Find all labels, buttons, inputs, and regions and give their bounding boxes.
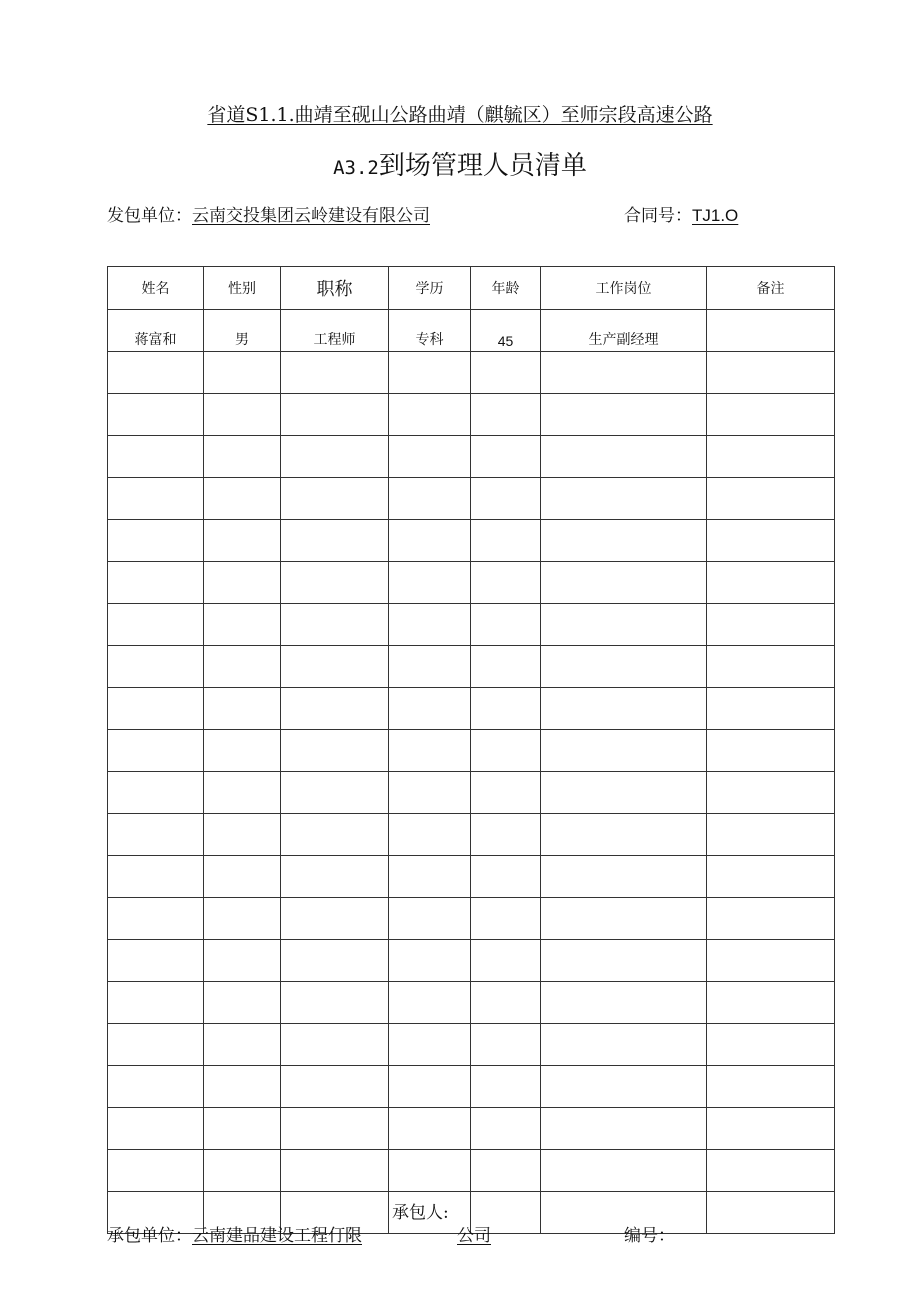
contractor-person-label: 承包人: xyxy=(392,1203,449,1223)
table-cell-empty xyxy=(281,730,389,772)
table-cell-empty xyxy=(108,394,204,436)
table-cell-empty xyxy=(541,478,707,520)
table-cell-empty xyxy=(204,730,281,772)
table-cell-empty xyxy=(281,772,389,814)
table-cell-empty xyxy=(707,520,835,562)
project-title xyxy=(0,100,920,127)
table-cell-empty xyxy=(281,1150,389,1192)
table-cell-empty xyxy=(707,688,835,730)
table-cell-empty xyxy=(541,898,707,940)
table-cell-empty xyxy=(108,1066,204,1108)
table-cell-empty xyxy=(204,940,281,982)
employer-line xyxy=(107,201,430,226)
cell-gender: 男 xyxy=(204,310,281,352)
contract-label: 合同号： xyxy=(624,206,692,226)
col-header-name: 姓名 xyxy=(108,267,204,310)
table-cell-empty xyxy=(707,562,835,604)
table-cell-empty xyxy=(108,520,204,562)
table-cell-empty xyxy=(707,898,835,940)
table-cell-empty xyxy=(108,688,204,730)
table-cell-empty xyxy=(541,562,707,604)
table-cell-empty xyxy=(389,478,471,520)
table-cell-empty xyxy=(204,562,281,604)
table-cell-empty xyxy=(108,352,204,394)
number-label: 编号： xyxy=(624,1226,675,1246)
table-cell-empty xyxy=(108,1024,204,1066)
table-cell-empty xyxy=(471,478,541,520)
table-cell-empty xyxy=(471,856,541,898)
table-cell-empty xyxy=(389,688,471,730)
contractor-unit-value: 云南建品建设工程仃限 xyxy=(192,1226,362,1246)
table-cell-empty xyxy=(204,814,281,856)
table-header-row xyxy=(108,267,835,310)
table-cell-empty xyxy=(108,1150,204,1192)
table-cell-empty xyxy=(541,1108,707,1150)
table-cell-empty xyxy=(281,478,389,520)
table-cell-empty xyxy=(389,352,471,394)
table-cell-empty xyxy=(204,394,281,436)
table-cell-empty xyxy=(204,688,281,730)
table-cell-empty xyxy=(471,394,541,436)
document-title xyxy=(0,145,920,182)
table-cell-empty xyxy=(108,646,204,688)
table-row xyxy=(108,310,835,352)
table-cell-empty xyxy=(281,562,389,604)
contract-value: TJ1.O xyxy=(692,206,739,225)
table-cell-empty xyxy=(204,520,281,562)
table-cell-empty xyxy=(281,352,389,394)
cell-age: 45 xyxy=(471,310,541,352)
table-cell-empty xyxy=(108,478,204,520)
employer-label: 发包单位： xyxy=(107,206,192,226)
cell-title: 工程师 xyxy=(281,310,389,352)
table-cell-empty xyxy=(541,730,707,772)
table-row-empty xyxy=(108,688,835,730)
table-cell-empty xyxy=(204,1108,281,1150)
table-cell-empty xyxy=(204,604,281,646)
table-cell-empty xyxy=(471,940,541,982)
table-cell-empty xyxy=(707,814,835,856)
table-cell-empty xyxy=(108,940,204,982)
table-cell-empty xyxy=(204,898,281,940)
table-cell-empty xyxy=(389,604,471,646)
table-cell-empty xyxy=(471,352,541,394)
table-cell-empty xyxy=(389,772,471,814)
table-cell-empty xyxy=(471,1150,541,1192)
table-cell-empty xyxy=(108,814,204,856)
table-cell-empty xyxy=(281,856,389,898)
table-cell-empty xyxy=(541,688,707,730)
cell-remarks xyxy=(707,310,835,352)
table-cell-empty xyxy=(471,1024,541,1066)
table-cell-empty xyxy=(541,1150,707,1192)
table-row-empty xyxy=(108,394,835,436)
table-cell-empty xyxy=(471,436,541,478)
table-cell-empty xyxy=(471,898,541,940)
table-row-empty xyxy=(108,436,835,478)
table-cell-empty xyxy=(204,856,281,898)
table-cell-empty xyxy=(471,646,541,688)
table-cell-empty xyxy=(541,856,707,898)
table-row-empty xyxy=(108,352,835,394)
table-cell-empty xyxy=(108,436,204,478)
table-cell-empty xyxy=(204,982,281,1024)
table-row-empty xyxy=(108,772,835,814)
table-cell-empty xyxy=(108,604,204,646)
table-cell-empty xyxy=(541,1024,707,1066)
cell-position: 生产副经理 xyxy=(541,310,707,352)
col-header-remarks: 备注 xyxy=(707,267,835,310)
table-cell-empty xyxy=(707,604,835,646)
table-cell-empty xyxy=(389,394,471,436)
table-cell-empty xyxy=(204,352,281,394)
table-cell-empty xyxy=(707,1108,835,1150)
employer-value: 云南交投集团云岭建设有限公司 xyxy=(192,206,430,226)
number-line xyxy=(624,1221,675,1246)
table-cell-empty xyxy=(707,646,835,688)
table-cell-empty xyxy=(707,1066,835,1108)
document-title-text: 到场管理人员清单 xyxy=(378,151,587,181)
col-header-gender: 性别 xyxy=(204,267,281,310)
table-row-empty xyxy=(108,982,835,1024)
table-cell-empty xyxy=(204,1024,281,1066)
table-cell-empty xyxy=(707,1024,835,1066)
staff-table xyxy=(107,266,835,1234)
table-cell-empty xyxy=(471,604,541,646)
table-cell-empty xyxy=(108,898,204,940)
table-cell-empty xyxy=(281,688,389,730)
table-cell-empty xyxy=(471,1066,541,1108)
table-row-empty xyxy=(108,562,835,604)
table-row-empty xyxy=(108,520,835,562)
table-row-empty xyxy=(108,646,835,688)
table-row-empty xyxy=(108,814,835,856)
table-row-empty xyxy=(108,940,835,982)
col-header-age: 年龄 xyxy=(471,267,541,310)
table-cell-empty xyxy=(541,352,707,394)
table-cell-empty xyxy=(389,1024,471,1066)
table-cell-empty xyxy=(471,1108,541,1150)
table-cell-empty xyxy=(281,604,389,646)
table-cell-empty xyxy=(471,814,541,856)
cell-education: 专科 xyxy=(389,310,471,352)
table-cell-empty xyxy=(707,982,835,1024)
table-cell-empty xyxy=(204,1066,281,1108)
table-cell-empty xyxy=(471,730,541,772)
table-cell-empty xyxy=(204,772,281,814)
table-cell-empty xyxy=(389,1150,471,1192)
table-cell-empty xyxy=(541,982,707,1024)
contractor-person xyxy=(392,1198,449,1223)
table-row-empty xyxy=(108,898,835,940)
col-header-position: 工作岗位 xyxy=(541,267,707,310)
table-cell-empty xyxy=(707,1150,835,1192)
table-cell-empty xyxy=(281,814,389,856)
contractor-unit-suffix xyxy=(457,1221,491,1246)
table-cell-empty xyxy=(389,1108,471,1150)
table-cell-empty xyxy=(541,436,707,478)
table-cell-empty xyxy=(541,646,707,688)
table-row-empty xyxy=(108,730,835,772)
table-cell-empty xyxy=(541,1066,707,1108)
contractor-unit-label: 承包单位： xyxy=(107,1226,192,1246)
table-cell-empty xyxy=(281,940,389,982)
table-cell-empty xyxy=(707,478,835,520)
table-cell-empty xyxy=(389,814,471,856)
table-cell-empty xyxy=(707,1192,835,1234)
table-cell-empty xyxy=(471,688,541,730)
table-cell-empty xyxy=(389,562,471,604)
document-code: A3.2 xyxy=(333,157,379,179)
table-cell-empty xyxy=(108,1108,204,1150)
table-cell-empty xyxy=(108,772,204,814)
contractor-unit-line xyxy=(107,1221,362,1246)
contractor-unit-suffix-text: 公司 xyxy=(457,1226,491,1246)
table-cell-empty xyxy=(707,436,835,478)
table-row-empty xyxy=(108,1024,835,1066)
table-cell-empty xyxy=(471,772,541,814)
table-cell-empty xyxy=(281,1108,389,1150)
table-cell-empty xyxy=(108,856,204,898)
table-cell-empty xyxy=(108,982,204,1024)
table-cell-empty xyxy=(541,940,707,982)
table-row-empty xyxy=(108,1150,835,1192)
table-cell-empty xyxy=(281,982,389,1024)
table-cell-empty xyxy=(281,898,389,940)
table-cell-empty xyxy=(204,646,281,688)
table-cell-empty xyxy=(707,730,835,772)
table-cell-empty xyxy=(471,982,541,1024)
table-row-empty xyxy=(108,604,835,646)
table-cell-empty xyxy=(204,1150,281,1192)
col-header-title: 职称 xyxy=(281,267,389,310)
table-row-empty xyxy=(108,1108,835,1150)
table-cell-empty xyxy=(108,562,204,604)
table-cell-empty xyxy=(108,730,204,772)
table-cell-empty xyxy=(204,436,281,478)
table-cell-empty xyxy=(389,898,471,940)
table-cell-empty xyxy=(389,520,471,562)
table-cell-empty xyxy=(389,436,471,478)
table-cell-empty xyxy=(471,520,541,562)
col-header-education: 学历 xyxy=(389,267,471,310)
table-cell-empty xyxy=(707,940,835,982)
table-row-empty xyxy=(108,478,835,520)
table-cell-empty xyxy=(281,394,389,436)
table-cell-empty xyxy=(389,856,471,898)
project-title-text: 省道S1.1.曲靖至砚山公路曲靖（麒毓区）至师宗段高速公路 xyxy=(207,104,713,126)
table-cell-empty xyxy=(707,352,835,394)
table-cell-empty xyxy=(541,772,707,814)
table-cell-empty xyxy=(281,1024,389,1066)
table-row-empty xyxy=(108,1066,835,1108)
table-cell-empty xyxy=(281,520,389,562)
table-cell-empty xyxy=(389,1066,471,1108)
table-cell-empty xyxy=(471,562,541,604)
table-cell-empty xyxy=(281,1066,389,1108)
table-cell-empty xyxy=(281,436,389,478)
table-cell-empty xyxy=(707,856,835,898)
cell-name: 蒋富和 xyxy=(108,310,204,352)
table-cell-empty xyxy=(281,646,389,688)
contract-line xyxy=(624,201,738,226)
table-cell-empty xyxy=(389,730,471,772)
table-cell-empty xyxy=(707,772,835,814)
table-cell-empty xyxy=(707,394,835,436)
table-cell-empty xyxy=(541,394,707,436)
table-cell-empty xyxy=(541,814,707,856)
table-cell-empty xyxy=(204,478,281,520)
table-cell-empty xyxy=(389,940,471,982)
table-row-empty xyxy=(108,856,835,898)
table-cell-empty xyxy=(389,982,471,1024)
table-cell-empty xyxy=(541,520,707,562)
table-cell-empty xyxy=(389,646,471,688)
table-cell-empty xyxy=(541,604,707,646)
